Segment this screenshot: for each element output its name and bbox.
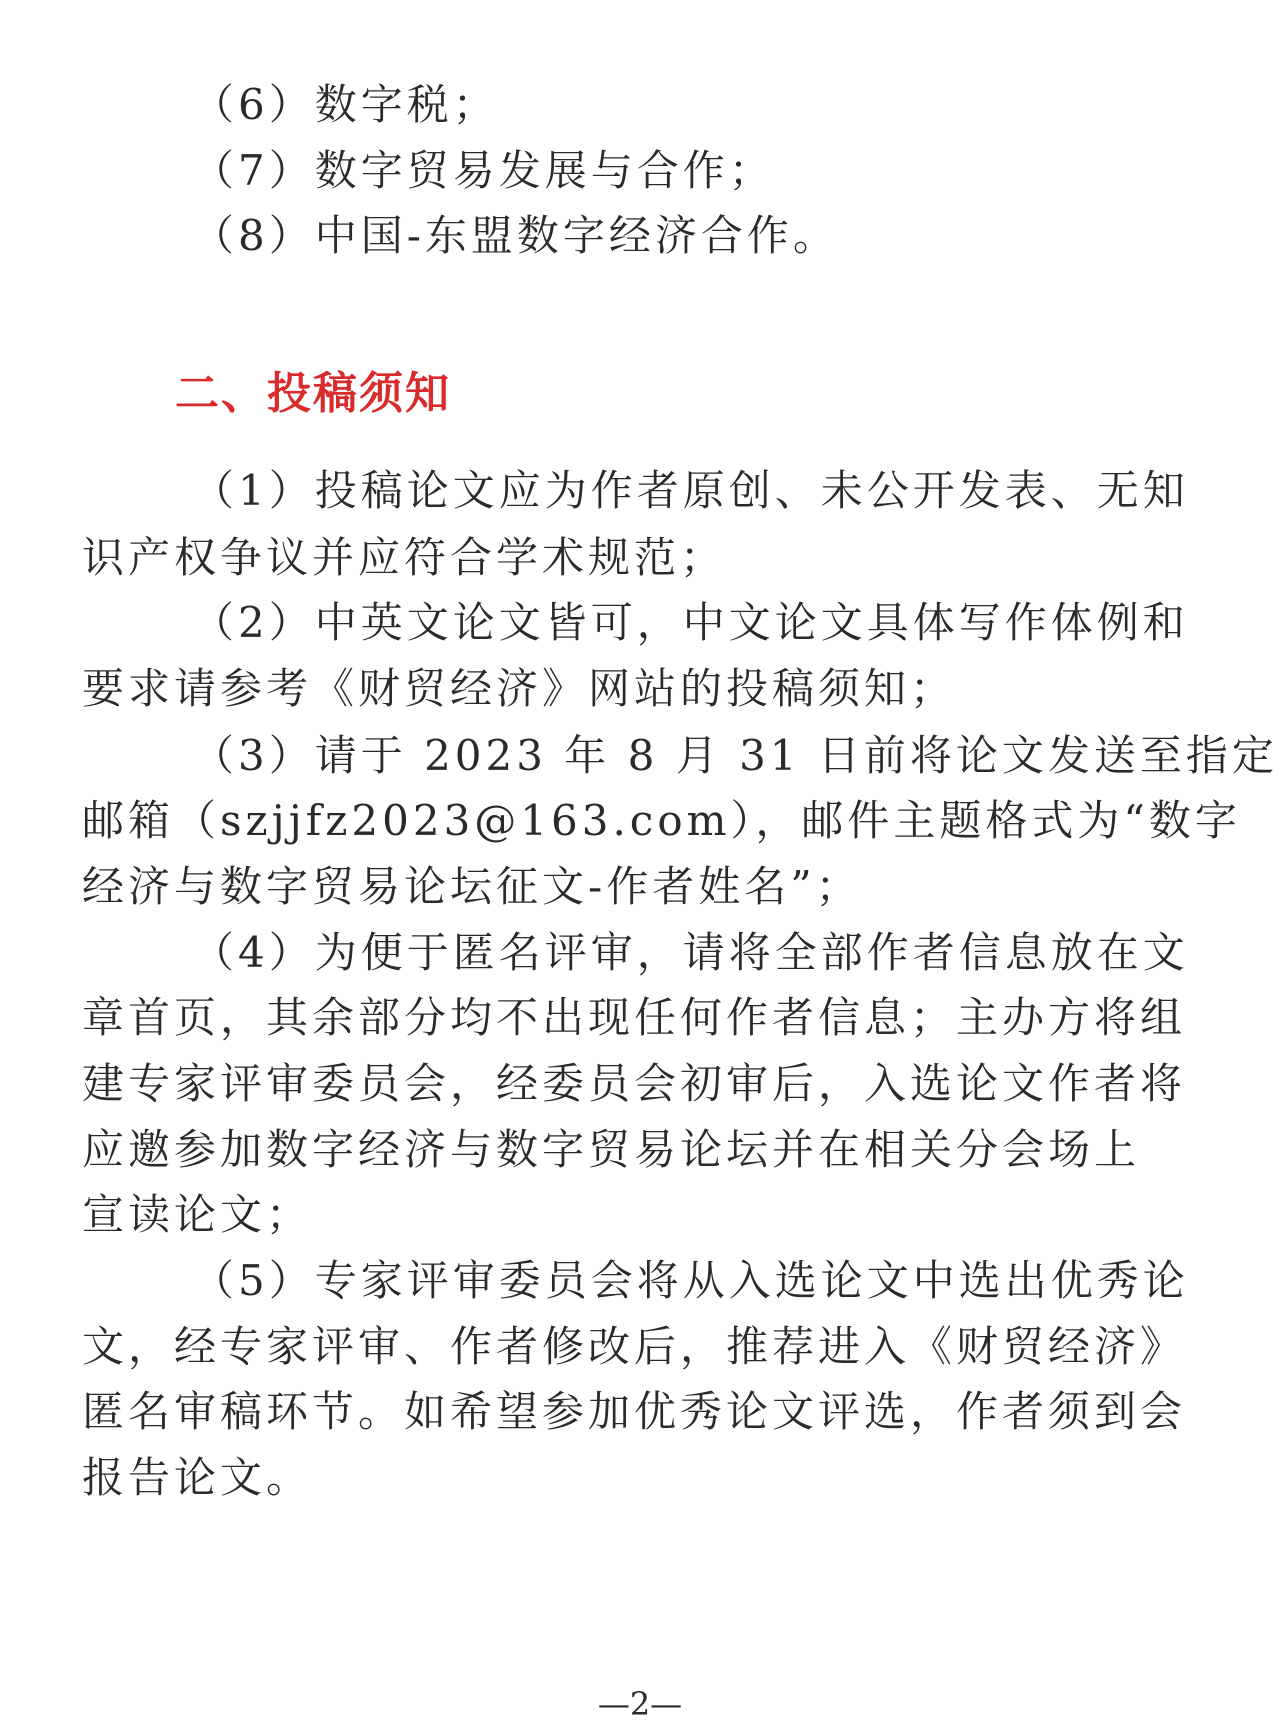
page-number: —2— bbox=[597, 1685, 683, 1723]
note-2-line-2: 要求请参考《财贸经济》网站的投稿须知； bbox=[82, 664, 957, 713]
note-4-line-3: 建专家评审委员会，经委员会初审后，入选论文作者将 bbox=[82, 1059, 1187, 1108]
note-3-line-2: 邮箱（szjjfz2023@163.com），邮件主题格式为“数字 bbox=[82, 796, 1241, 845]
note-4-line-2: 章首页，其余部分均不出现任何作者信息；主办方将组 bbox=[82, 993, 1187, 1042]
note-1-line-1: （1）投稿论文应为作者原创、未公开发表、无知 bbox=[192, 466, 1189, 515]
note-4-line-4: 应邀参加数字经济与数字贸易论坛并在相关分会场上 bbox=[82, 1125, 1141, 1174]
topic-item-6: （6）数字税； bbox=[192, 80, 499, 129]
note-4-line-1: （4）为便于匿名评审，请将全部作者信息放在文 bbox=[192, 928, 1189, 977]
note-4-line-5: 宣读论文； bbox=[82, 1190, 313, 1239]
topic-item-8: （8）中国-东盟数字经济合作。 bbox=[192, 211, 839, 260]
note-5-line-2: 文，经专家评审、作者修改后，推荐进入《财贸经济》 bbox=[82, 1322, 1187, 1371]
note-3-line-1: （3）请于 2023 年 8 月 31 日前将论文发送至指定 bbox=[192, 731, 1278, 780]
note-1-line-2: 识产权争议并应符合学术规范； bbox=[82, 533, 727, 582]
note-5-line-1: （5）专家评审委员会将从入选论文中选出优秀论 bbox=[192, 1256, 1189, 1305]
note-3-line-3: 经济与数字贸易论坛征文-作者姓名”； bbox=[82, 862, 862, 911]
topic-item-7: （7）数字贸易发展与合作； bbox=[192, 146, 775, 195]
note-2-line-1: （2）中英文论文皆可，中文论文具体写作体例和 bbox=[192, 598, 1189, 647]
note-5-line-3: 匿名审稿环节。如希望参加优秀论文评选，作者须到会 bbox=[82, 1387, 1187, 1436]
section-heading: 二、投稿须知 bbox=[175, 368, 451, 419]
note-5-line-4: 报告论文。 bbox=[82, 1453, 313, 1502]
